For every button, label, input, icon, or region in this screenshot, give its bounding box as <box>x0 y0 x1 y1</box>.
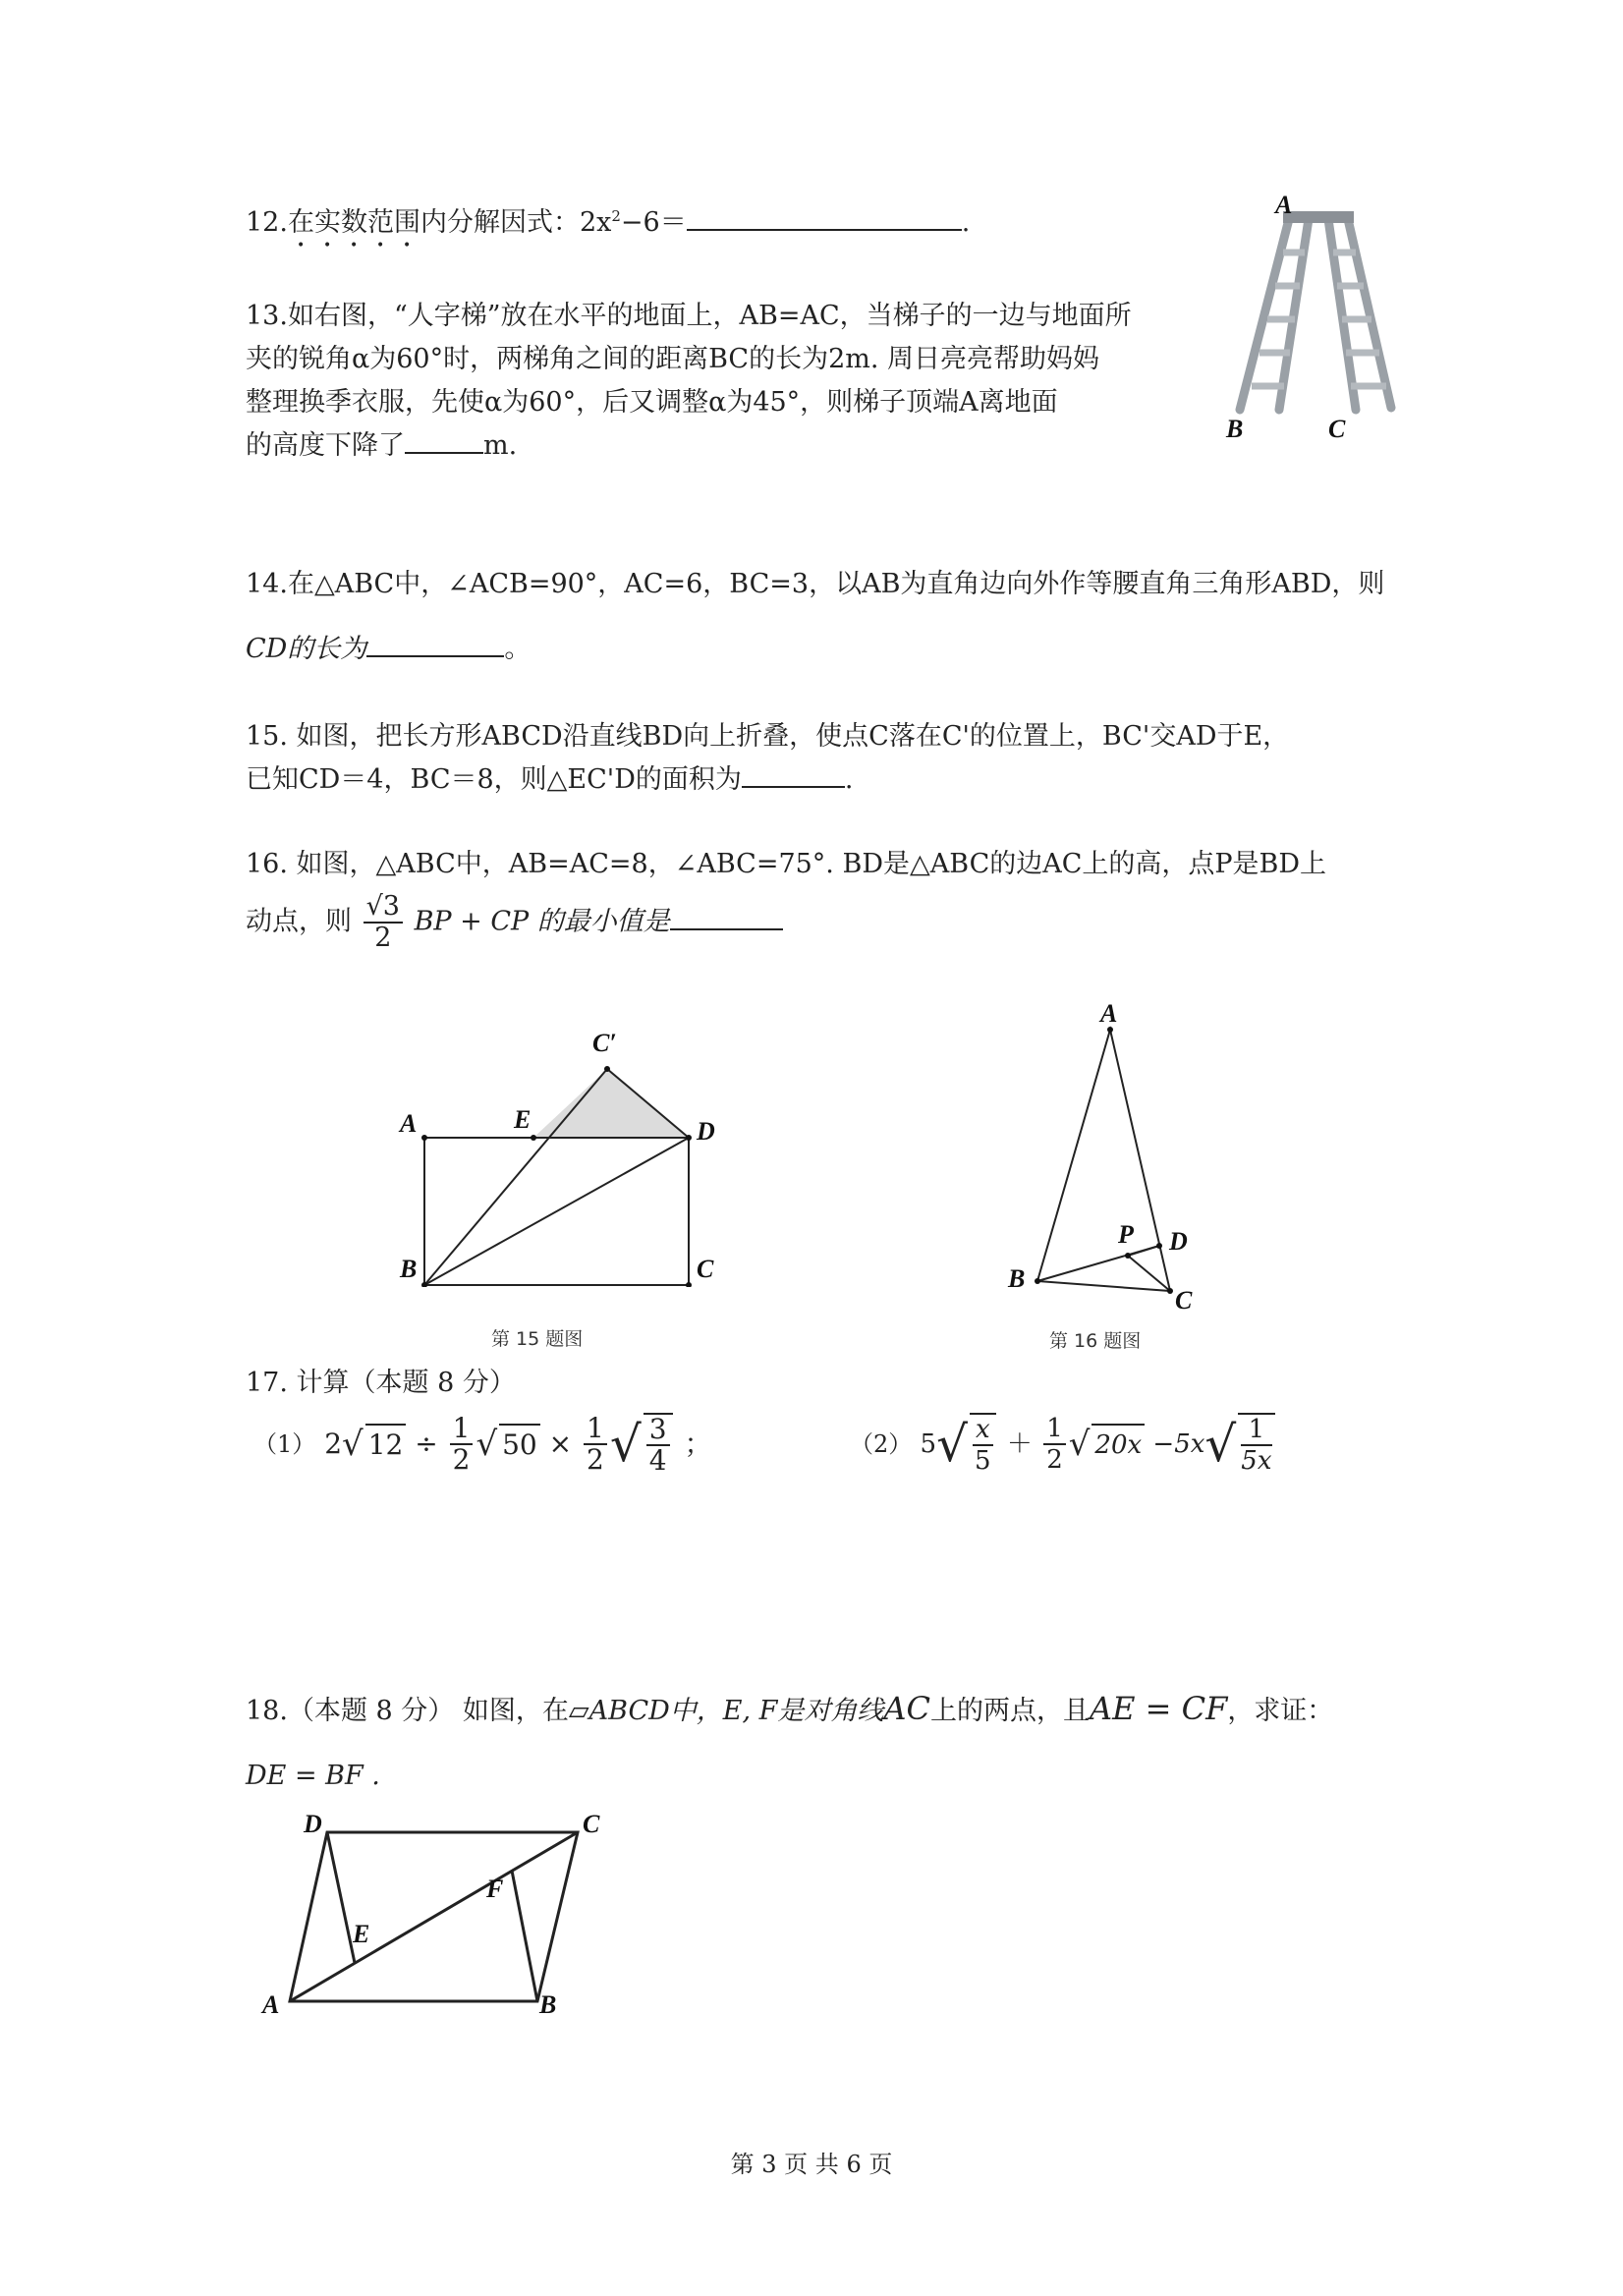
question-13 <box>246 295 1132 468</box>
fig16-label-d: D <box>1169 1227 1188 1256</box>
q12-number: 12. <box>246 207 288 238</box>
ladder-label-a: A <box>1275 192 1293 219</box>
q18-line-1d: ，求证： <box>1227 1696 1334 1726</box>
q17-p1-f2-den: 2 <box>587 1443 604 1476</box>
q15-line-2: 已知CD＝4，BC＝8，则△EC'D的面积为 <box>246 764 742 795</box>
q17-p2-minus: −5x <box>1152 1429 1205 1459</box>
q16-answer-blank[interactable] <box>670 901 783 930</box>
q13-unit: m. <box>483 430 518 461</box>
q12-emphasis: 在实数范围 <box>287 207 420 238</box>
q18-line-1b: ABCD中，E, F是对角线 <box>588 1696 884 1726</box>
q17-p2-f1-num: x <box>973 1415 993 1446</box>
ladder-top <box>1283 211 1354 223</box>
q17-p2-f2-den: 2 <box>1046 1445 1063 1475</box>
q17-p2-coef: 5 <box>920 1429 937 1459</box>
fig15-label-a: A <box>400 1109 418 1138</box>
question-12 <box>246 195 970 253</box>
q18-line-2: DE = BF . <box>246 1761 380 1791</box>
fig18-label-e: E <box>353 1920 370 1948</box>
ladder-label-b: B <box>1226 415 1244 443</box>
q12-exponent: 2 <box>611 207 621 225</box>
fig15-label-c: C <box>697 1255 714 1283</box>
fig16-label-b: B <box>1008 1264 1026 1293</box>
q17-p2-label: （2） <box>850 1430 913 1458</box>
fig15-label-c-prime: C′ <box>592 1029 617 1057</box>
fig16-label-p: P <box>1118 1220 1134 1249</box>
fig18-label-d: D <box>304 1813 322 1838</box>
q12-tail: −6＝ <box>620 207 687 238</box>
q17-p1-f3-num: 3 <box>646 1415 670 1446</box>
fig18-label-a: A <box>262 1990 280 2019</box>
fig15-label-d: D <box>697 1117 715 1146</box>
q15-end: . <box>844 764 854 795</box>
q17-part-1: （1） 2√ 12 ÷ $\frac{1}{2}$ √ 50 × $\frac{1}{2}$ √ $\frac{3}{4}$ ； <box>253 1412 712 1477</box>
q16-expression: BP + CP 的最小值是 <box>414 906 670 937</box>
page-footer: 第 3 页 共 6 页 <box>730 2151 893 2178</box>
q17-p1-coef: 2 <box>324 1428 343 1460</box>
ladder-figure <box>1218 192 1405 447</box>
fig15-label-e: E <box>514 1105 532 1134</box>
fig16-label-a: A <box>1100 999 1118 1028</box>
q17-p2-f3-num: 1 <box>1241 1415 1271 1446</box>
q14-line-1: 14.在△ABC中，∠ACB=90°，AC=6，BC=3，以AB为直角边向外作等腰直角三角形ABD，则 <box>246 569 1385 599</box>
fig18-label-c: C <box>583 1813 600 1838</box>
q17-p1-f3-den: 4 <box>648 1444 667 1477</box>
q17-p2-plus: ＋ <box>1006 1429 1033 1459</box>
figure-15 <box>388 1012 742 1287</box>
q16-frac-num: √3 <box>364 892 403 924</box>
q18-parallelogram-symbol: ▱ <box>568 1696 589 1726</box>
q17-p1-mul: × <box>548 1428 573 1460</box>
q16-line-2: 动点，则 <box>246 906 352 937</box>
q17-p2-f2-num: 1 <box>1043 1414 1066 1445</box>
q16-frac-den: 2 <box>374 923 392 953</box>
q13-line-1: 13.如右图，“人字梯”放在水平的地面上，AB=AC，当梯子的一边与地面所 <box>246 301 1132 331</box>
fig16-label-c: C <box>1175 1286 1193 1315</box>
figure-16 <box>992 992 1228 1316</box>
q15-line-1: 15. 如图，把长方形ABCD沿直线BD向上折叠，使点C落在C'的位置上，BC'交AD于E， <box>246 721 1290 752</box>
q17-p1-end: ； <box>684 1428 712 1460</box>
fig18-label-f: F <box>486 1875 504 1903</box>
q14-answer-blank[interactable] <box>366 628 504 657</box>
q17-p1-label: （1） <box>253 1430 316 1458</box>
q18-ac: AC <box>883 1690 930 1727</box>
question-14 <box>246 552 1384 682</box>
fig15-caption: 第 15 题图 <box>491 1328 584 1350</box>
q17-p1-f1-num: 1 <box>450 1414 474 1445</box>
q17-p1-radicand-1: 12 <box>365 1424 407 1465</box>
figure-18 <box>251 1813 624 2029</box>
fig18-label-b: B <box>539 1990 557 2019</box>
question-16 <box>246 843 1326 953</box>
q18-line-1c: 上的两点，且 <box>930 1696 1090 1726</box>
q17-part-2: （2） 5√ $\frac{x}{5}$ ＋ $\frac{1}{2}$ √ 20x −5x√ $\frac{1}{5x}$ <box>850 1413 1278 1476</box>
q13-answer-blank[interactable] <box>405 424 483 454</box>
q17-p1-div: ÷ <box>415 1428 438 1460</box>
q16-line-1: 16. 如图，△ABC中，AB=AC=8，∠ABC=75°. BD是△ABC的边AC上的高，点P是BD上 <box>246 849 1327 879</box>
q15-answer-blank[interactable] <box>742 758 845 788</box>
question-18 <box>246 1676 1333 1809</box>
question-15 <box>246 715 1289 802</box>
q12-end: . <box>961 207 971 238</box>
ladder-label-c: C <box>1328 415 1346 443</box>
q18-line-1a: 18.（本题 8 分） 如图，在 <box>246 1696 569 1726</box>
q12-answer-blank[interactable] <box>687 201 962 231</box>
q17-p2-radicand: 20x <box>1091 1424 1145 1465</box>
fig15-label-b: B <box>400 1255 418 1283</box>
q17-p1-radicand-2: 50 <box>499 1424 540 1465</box>
q13-line-2: 夹的锐角α为60°时，两梯角之间的距离BC的长为2m. 周日亮亮帮助妈妈 <box>246 344 1100 374</box>
q17-p2-f3-den: 5x <box>1241 1446 1272 1476</box>
q16-fraction <box>364 892 403 953</box>
q17-p1-f2-num: 1 <box>584 1414 607 1445</box>
q13-line-3: 整理换季衣服，先使α为60°，后又调整α为45°，则梯子顶端A离地面 <box>246 387 1058 418</box>
q17-title: 17. 计算（本题 8 分） <box>246 1368 516 1398</box>
q18-condition: AE = CF <box>1090 1690 1228 1727</box>
q17-p2-f1-den: 5 <box>975 1446 991 1476</box>
q13-line-4: 的高度下降了 <box>246 430 405 461</box>
q14-line-2: CD的长为 <box>246 634 367 664</box>
q14-end: 。 <box>504 634 532 664</box>
fig16-caption: 第 16 题图 <box>1049 1330 1142 1352</box>
q12-text: 内分解因式：2x <box>420 207 612 238</box>
q17-p1-f1-den: 2 <box>452 1443 471 1476</box>
